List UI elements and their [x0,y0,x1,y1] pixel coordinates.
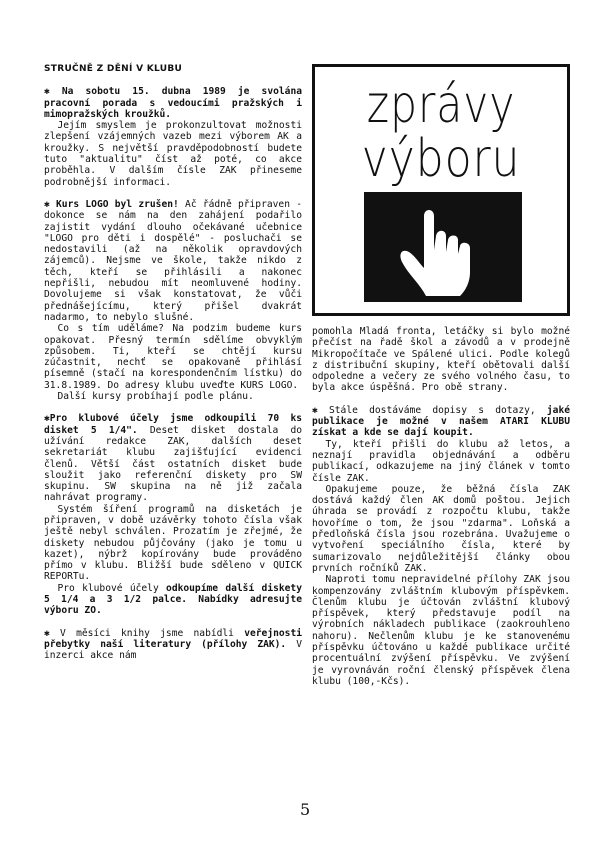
item-diskettes-offer-bold: odkoupíme další diskety 5 1/4 a 3 1/2 palce. Nabídky adresujte výboru ZO. [44,582,302,617]
logo-word-bottom: výboru [361,129,521,189]
item-publications-rules: Ty, kteří přišli do klubu až letos, a neznají pravidla objednávání a odběru publikací, odkazujeme na jiný článek v tomto čísle ZAK. [312,438,570,484]
item-publications [312,405,570,439]
item-meeting-lead: ✱ Na sobotu 15. dubna 1989 je svolána pracovní porada s vedoucími pražských i mimopražských kroužků. [44,86,302,120]
item-logo-text: Ač řádně připraven - dokonce se nám na den zahájení podařilo zajistit vydání dlouho očekávané učebnice "LOGO pro děti i dospělé" - posluchači se nedostavili (až na několik opravdových zájemců). Nejsme ve škole, takže nikdo z těch, kteří se přihlásili a nakonec nepřišli, nebudou mít neomluvené hodiny. Dovolujeme si však konstatovat, že vůči přednášejícímu, který přišel dvakrát nadarmo, to nebylo slušné. [44,198,302,323]
item-logo-courses: Další kursy probíhají podle plánu. [57,391,254,403]
item-books-continued: pomohla Mladá fronta, letáčky si bylo možné přečíst na řadě škol a závodů a v prodejně Mikropočítače ve Spálené ulici. Podle kolegů z distribuční skupiny, kteří obětovali další odpoledne a večery ze svého volného času, to byla akce úspěšná. Pro obě strany. [312,326,570,394]
item-publications-regular: Opakujeme pouze, že běžná čísla ZAK dostává každý člen AK domů poštou. Jejich úhrada se provádí z rozpočtu klubu, takže hovoříme o tom, že jsou "zdarma". Loňská a předloňská čísla jsou rozebrána. Uvažujeme o vytvoření speciálního čísla, které by sumarizovalo nejdůležitější články obou prvních ročníků ZAK. [312,483,570,574]
item-publications-text: ✱ Stále dostáváme dopisy s dotazy, [312,404,547,416]
item-meeting [44,86,302,120]
logo-word-top: zprávy [366,75,516,135]
item-publications-appendices: Naproti tomu nepravidelné přílohy ZAK jsou kompenzovány zvláštním klubovým příspěvkem. Členům klubu je účtován zvláštní klubový příspěvek, který představuje podíl na výrobních nákladech publikace (zaokrouhleno nahoru). Nečlenům klubu je ke stanovenému příspěvku účtováno u každé publikace určité procentuální zvýšení příspěvku. Ve zvýšení je vyrovnáván roční členský příspěvek člena klubu (100,-Kčs). [312,574,570,687]
item-diskettes [44,413,302,503]
item-logo-lead: ✱ Kurs LOGO byl zrušen! [44,198,179,210]
zpravy-vyboru-logo [312,64,570,316]
item-books [44,628,302,662]
item-diskettes-system: Systém šíření programů na disketách je připraven, v době uzávěrky tohoto čísla však ještě nebyl schválen. Prozatím je zřejmé, že diskety nebudou půjčovány (jako je tomu u kazet), nýbrž kopírovány bude prováděno přímo v klubu. Bližší bude sděleno v QUICK REPORTu. [44,503,302,583]
item-publications-bold: jaké publikace je možné v našem ATARI KLUBU získat a kde se dají koupit. [312,404,570,439]
section-heading: STRUČNĚ Z DĚNÍ V KLUBU [44,64,183,74]
item-books-bold: veřejnosti přebytky naší literatury (přílohy ZAK). [44,627,302,650]
left-column [44,64,302,662]
item-diskettes-lead: ✱Pro klubové účely jsme odkoupili 70 ks disket 5 1/4". [44,413,302,436]
item-books-text2: V inzerci akce nám [44,638,302,662]
item-diskettes-text: Deset disket dostala do užívání redakce ZAK, dalších deset sekretariát klubu zajišťující evidenci členů. Větší část ostatních disket bude sloužit jako referenční diskety pro SW skupinu. SW skupina na ně již začala nahrávat programy. [44,424,302,504]
item-books-text1: ✱ V měsíci knihy jsme nabídli [44,627,245,639]
item-diskettes-offer-text: Pro klubové účely [57,582,167,594]
pointing-hand-icon [364,192,522,302]
item-meeting-text: Jejím smyslem je prokonzultovat možnosti zlepšení vzájemných vazeb mezi výborem AK a kroužky. S největší pravděpodobností budete tuto "aktualitu" číst až poté, co akce proběhla. V dalším čísle ZAK přineseme podrobnější informaci. [44,120,302,188]
right-column [312,326,570,687]
item-diskettes-offer [44,583,302,617]
item-logo [44,199,302,323]
page-number: 5 [300,800,311,819]
item-logo-repeat: Co s tím uděláme? Na podzim budeme kurs opakovat. Přesný termín sdělíme obvyklým způsobem. Ti, kteří se chtějí kursu zúčastnit, nechť se opakovaně přihlásí písemně (stačí na korespondenčním lístku) do 31.8.1989. Do adresy klubu uveďte KURS LOGO. [44,323,302,391]
